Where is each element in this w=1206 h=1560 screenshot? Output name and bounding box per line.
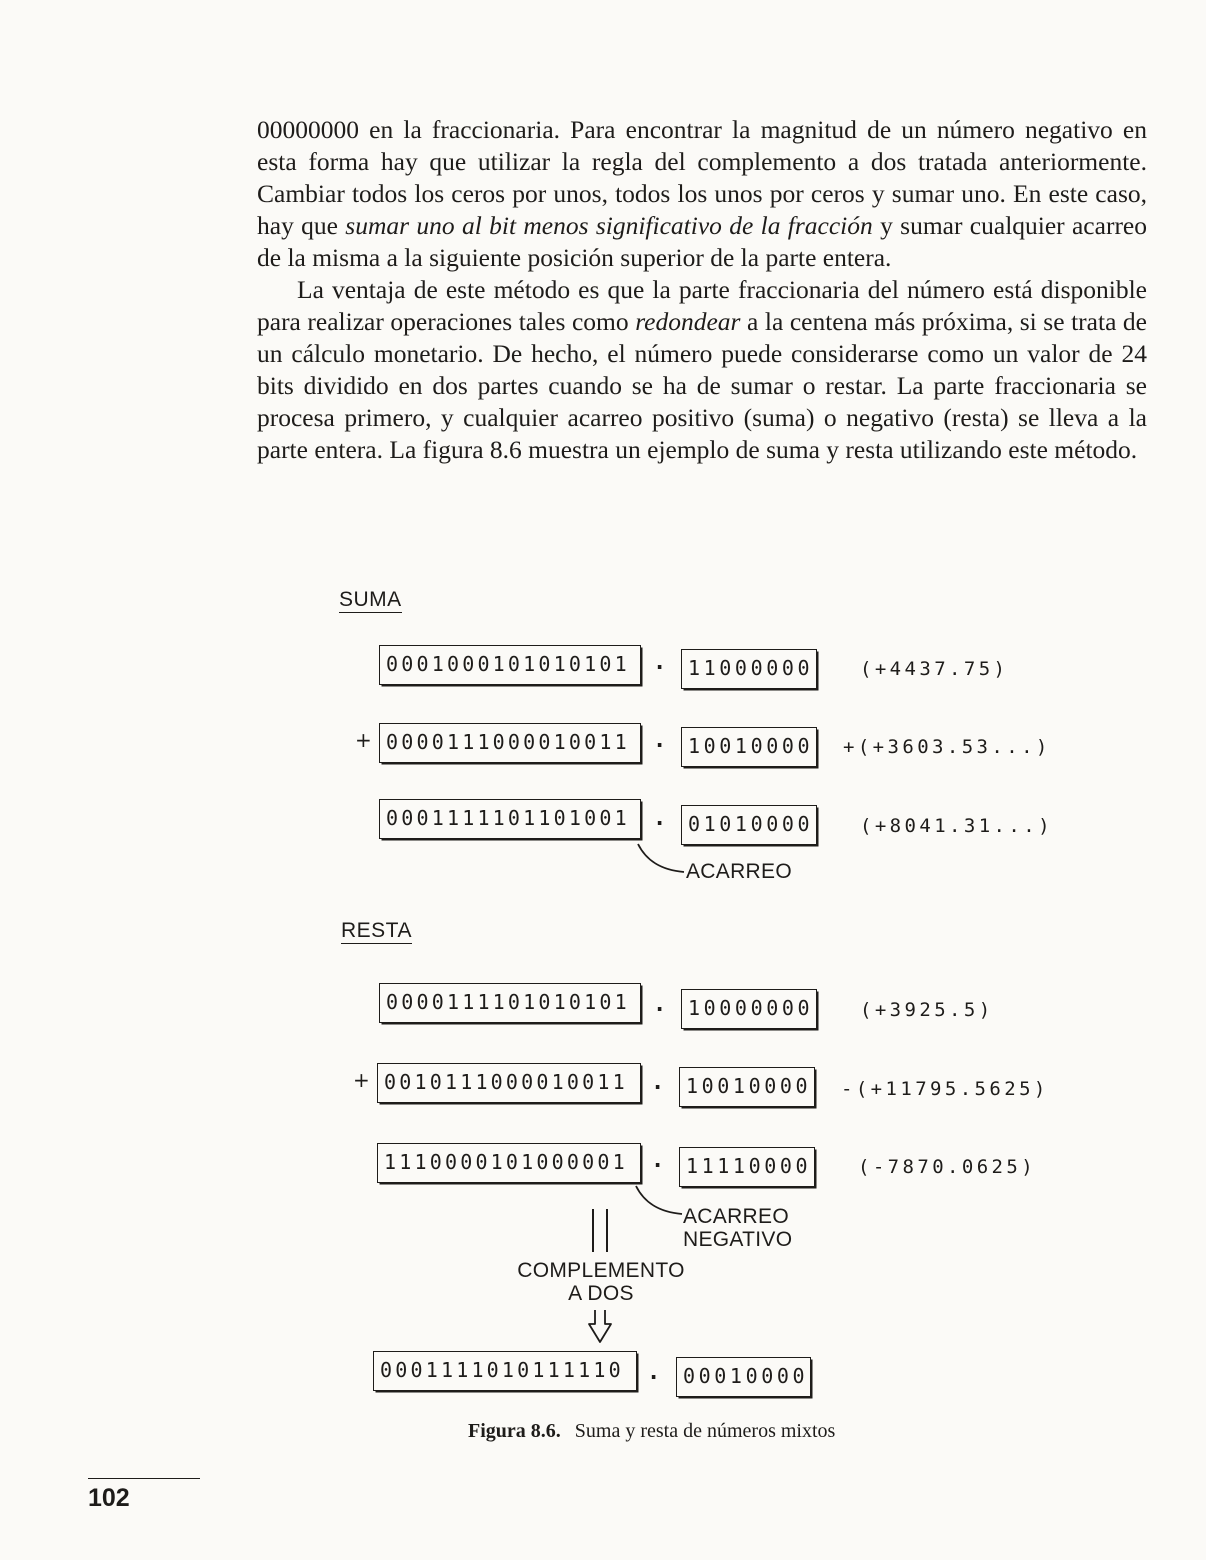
- suma-row-2-decimal: +(+3603.53...): [843, 736, 1051, 758]
- paragraph-2: [257, 274, 1147, 466]
- resta-carry-line-1: ACARREO: [683, 1205, 789, 1228]
- page-number: 102: [88, 1484, 130, 1512]
- suma-row-1-dot: .: [653, 650, 667, 675]
- suma-row-3-fraction: 01010000: [681, 805, 817, 845]
- paragraph-1: [257, 114, 1147, 274]
- resta-row-2-decimal: -(+11795.5625): [841, 1078, 1049, 1100]
- caption-label: Figura 8.6.: [468, 1420, 561, 1442]
- suma-label: SUMA: [339, 588, 402, 611]
- resta-row-3-dot: .: [651, 1148, 665, 1173]
- caption-text: Suma y resta de números mixtos: [574, 1420, 836, 1442]
- paragraph-2-emphasis: redondear: [635, 307, 741, 336]
- resta-carry-arrow: [636, 1186, 682, 1214]
- complement-label: [511, 1259, 691, 1305]
- suma-carry-arrow: [638, 844, 684, 872]
- resta-row-1-decimal: (+3925.5): [860, 999, 994, 1021]
- resta-plus-sign: +: [353, 1068, 370, 1092]
- down-arrow-icon: [589, 1310, 611, 1342]
- suma-carry-label: ACARREO: [686, 860, 792, 883]
- complement-line-2: A DOS: [568, 1282, 634, 1305]
- suma-row-3-dot: .: [653, 806, 667, 831]
- footer-rule: [88, 1478, 200, 1479]
- resta-label: RESTA: [341, 919, 412, 942]
- result-integer: 0001111010111110: [373, 1351, 637, 1391]
- suma-row-2-fraction: 10010000: [681, 727, 817, 767]
- suma-row-3-decimal: (+8041.31...): [860, 815, 1053, 837]
- resta-row-3-fraction: 11110000: [679, 1147, 815, 1187]
- result-fraction: 00010000: [676, 1357, 811, 1397]
- suma-row-1-integer: 0001000101010101: [379, 645, 641, 685]
- suma-row-2-dot: .: [653, 728, 667, 753]
- resta-row-1-dot: .: [653, 992, 667, 1017]
- suma-row-1-decimal: (+4437.75): [860, 658, 1009, 680]
- resta-row-3-integer: 1110000101000001: [377, 1143, 641, 1183]
- suma-row-3-integer: 0001111101101001: [379, 799, 641, 839]
- paragraph-1-emphasis: sumar uno al bit menos significativo de la fracción: [345, 211, 873, 240]
- paragraph-2-text-b: a la centena más próxima, si se trata de un cálculo monetario. De hecho, el número puede considerarse como un valor de 24 bits dividido en dos partes cuando se ha de sumar o restar. La parte fraccionaria se procesa primero, y cualquier acarreo positivo (suma) o negativo (resta) se lleva a la parte entera. La figura 8.6 muestra un ejemplo de suma y resta utilizando este método.: [257, 307, 1148, 464]
- resta-row-2-dot: .: [651, 1070, 665, 1095]
- suma-row-2-integer: 0000111000010011: [379, 723, 641, 763]
- paragraph-2-text-a: La ventaja de este método es que la parte fraccionaria del número está disponible para realizar operaciones tales como: [257, 275, 1147, 336]
- resta-row-2-integer: 0010111000010011: [377, 1063, 641, 1103]
- resta-row-2-fraction: 10010000: [679, 1067, 815, 1107]
- resta-carry-line-2: NEGATIVO: [683, 1228, 793, 1251]
- resta-carry-label: [683, 1205, 792, 1251]
- resta-row-3-decimal: (-7870.0625): [858, 1156, 1037, 1178]
- resta-row-1-fraction: 10000000: [681, 989, 817, 1029]
- paragraph-1-text-a: 00000000 en la fraccionaria. Para encontrar la magnitud de un número negativo en esta forma hay que utilizar la regla del complemento a dos tratada anteriormente. Cambiar todos los ceros por unos, todos los unos por ceros y sumar uno. En este caso, hay que: [257, 115, 1147, 240]
- complement-line-1: COMPLEMENTO: [517, 1259, 685, 1282]
- result-dot: .: [647, 1360, 661, 1385]
- suma-plus-sign: +: [355, 728, 372, 752]
- body-text: [257, 114, 1147, 466]
- paragraph-1-text-b: y sumar cualquier acarreo de la misma a la siguiente posición superior de la parte entera.: [257, 211, 1147, 272]
- resta-row-1-integer: 0000111101010101: [379, 983, 641, 1023]
- suma-row-1-fraction: 11000000: [681, 649, 817, 689]
- figure-caption: [468, 1420, 835, 1443]
